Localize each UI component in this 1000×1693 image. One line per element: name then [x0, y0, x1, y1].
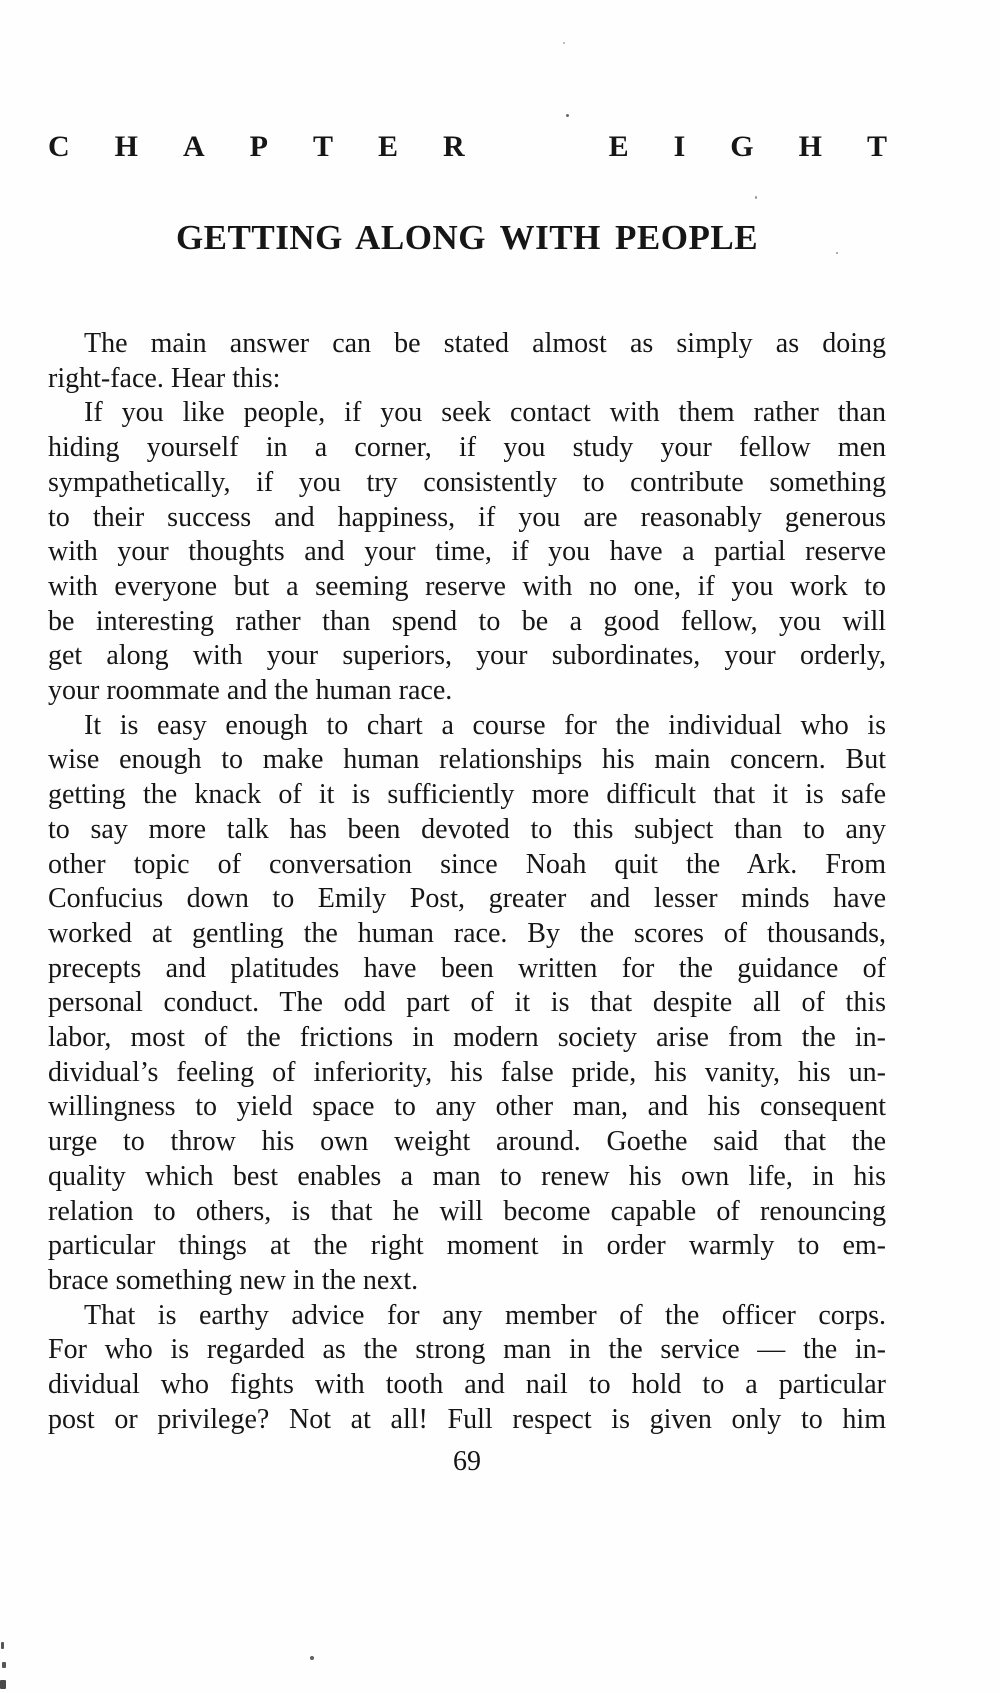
- text-line: It is easy enough to chart a course for the individual who is: [84, 709, 886, 741]
- chapter-heading: [48, 130, 932, 164]
- text-line: For who is regarded as the strong man in the service — the in-: [48, 1334, 886, 1366]
- scan-speck: [1, 1642, 4, 1649]
- text-line: right-face. Hear this:: [48, 362, 281, 394]
- text-line: urge to throw his own weight around. Goethe said that the: [48, 1126, 886, 1158]
- text-line: post or privilege? Not at all! Full respect is given only to him: [48, 1403, 886, 1435]
- chapter-heading-word: CHAPTER: [48, 130, 510, 163]
- scan-speck: [755, 196, 757, 199]
- text-line: with your thoughts and your time, if you have a partial reserve: [48, 536, 886, 568]
- scan-speck: [563, 42, 565, 44]
- text-line: personal conduct. The odd part of it is that despite all of this: [48, 987, 886, 1019]
- scan-speck: [875, 585, 878, 588]
- text-line: wise enough to make human relationships his main concern. But: [48, 744, 886, 776]
- scan-speck: [836, 252, 838, 254]
- text-line: get along with your superiors, your subordinates, your orderly,: [48, 640, 886, 672]
- text-line: brace something new in the next.: [48, 1264, 419, 1296]
- scan-speck: [0, 1680, 6, 1689]
- text-line: relation to others, is that he will become capable of renouncing: [48, 1195, 886, 1227]
- text-line: with everyone but a seeming reserve with no one, if you work to: [48, 570, 886, 602]
- text-line: Confucius down to Emily Post, greater and lesser minds have: [48, 883, 886, 915]
- text-line: dividual’s feeling of inferiority, his false pride, his vanity, his un-: [48, 1056, 886, 1088]
- text-line: precepts and platitudes have been written for the guidance of: [48, 952, 886, 984]
- scan-speck: [566, 114, 569, 117]
- text-line: to their success and happiness, if you are reasonably generous: [48, 501, 886, 533]
- chapter-heading-number-word: EIGHT: [608, 130, 932, 163]
- text-line: labor, most of the frictions in modern society arise from the in-: [48, 1022, 886, 1054]
- page-title: GETTING ALONG WITH PEOPLE: [175, 218, 759, 257]
- text-line: The main answer can be stated almost as simply as doing: [84, 328, 886, 359]
- body-text: [48, 327, 886, 1438]
- text-line: hiding yourself in a corner, if you study your fellow men: [48, 432, 886, 464]
- text-line: sympathetically, if you try consistently to contribute something: [48, 466, 886, 498]
- page-number: 69: [453, 1446, 481, 1477]
- scan-speck: [2, 1662, 6, 1668]
- text-line: quality which best enables a man to renew his own life, in his: [48, 1160, 886, 1192]
- text-line: to say more talk has been devoted to this subject than to any: [48, 813, 886, 845]
- scan-speck: [310, 1656, 314, 1660]
- text-line: willingness to yield space to any other man, and his consequent: [48, 1091, 886, 1123]
- text-line: getting the knack of it is sufficiently more difficult that it is safe: [48, 779, 886, 811]
- text-line: dividual who fights with tooth and nail to hold to a particular: [48, 1369, 886, 1401]
- text-line: be interesting rather than spend to be a good fellow, you will: [48, 605, 886, 637]
- text-line: your roommate and the human race.: [48, 675, 453, 707]
- text-line: That is earthy advice for any member of the officer corps.: [84, 1299, 886, 1331]
- text-line: other topic of conversation since Noah quit the Ark. From: [48, 848, 886, 880]
- text-line: If you like people, if you seek contact with them rather than: [84, 397, 886, 429]
- text-line: particular things at the right moment in order warmly to em-: [48, 1230, 886, 1262]
- text-line: worked at gentling the human race. By the scores of thousands,: [48, 917, 886, 949]
